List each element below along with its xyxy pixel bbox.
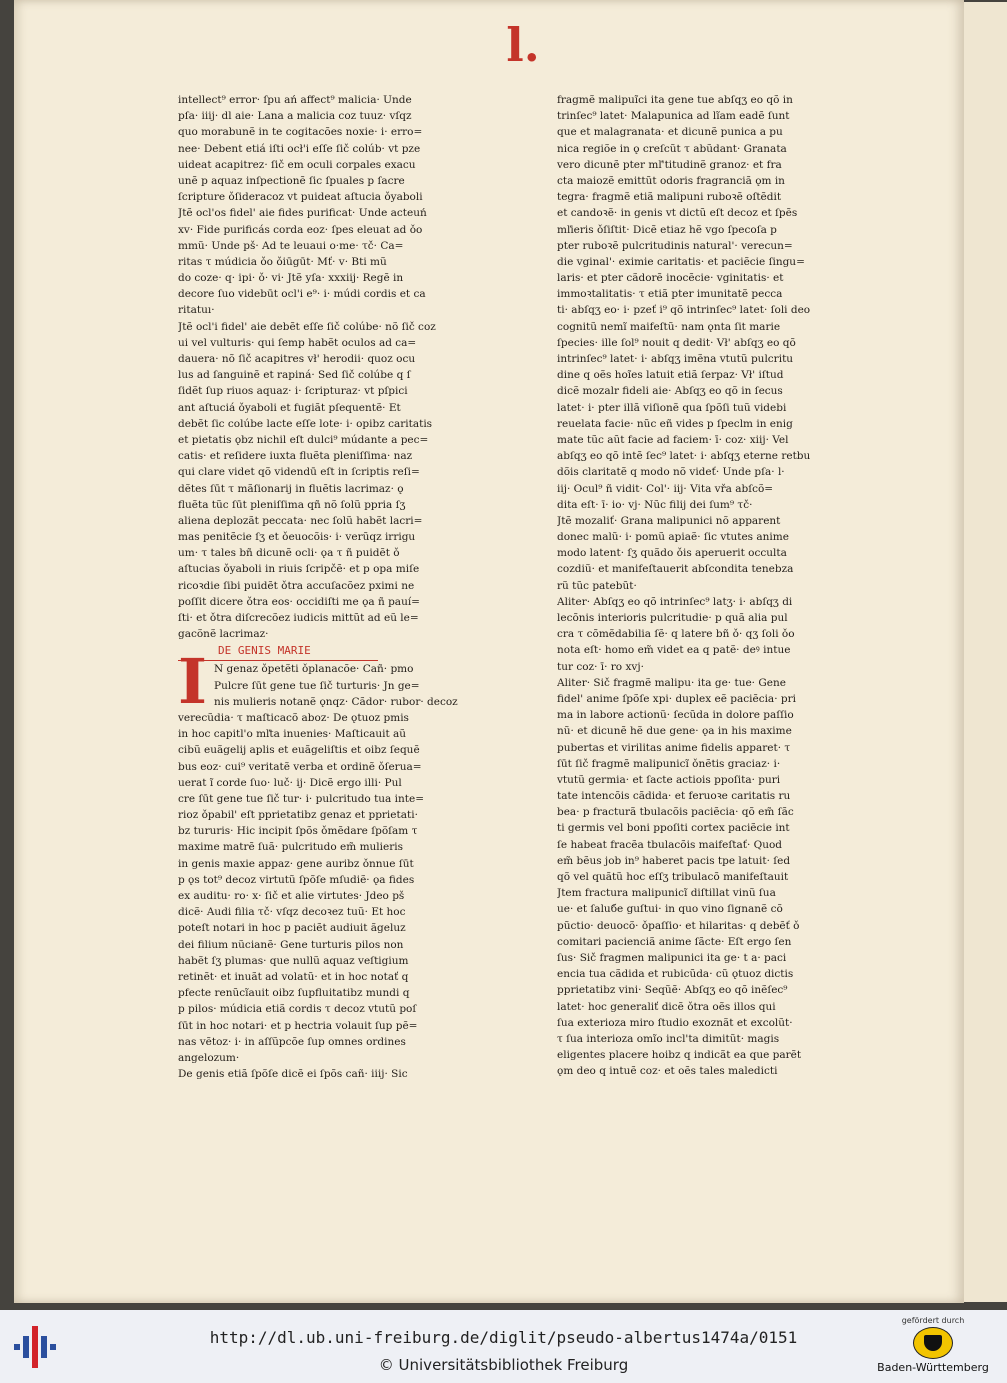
left-column-line: lus ad ſanguinẽ et rapiná· Sed ſič colúbe q ſ	[178, 369, 411, 382]
right-column-line: lecõnis interioris pulcritudie· p quã alia pul	[557, 612, 788, 624]
left-column-line: uerat ĩ corde ſuo· luč· ij· Dicẽ ergo illi· Pul	[178, 776, 402, 789]
right-column-line: Aliter· Abſqʒ eo qõ intrinſec⁹ latʒ· i· abſqʒ di	[557, 595, 793, 608]
right-column-line: τ ſua interioza omĩo incl'ta dimitũt· magis	[557, 1032, 780, 1045]
folio-mark: l.	[506, 18, 540, 72]
permalink-url[interactable]: http://dl.ub.uni-freiburg.de/diglit/pseudo-albertus1474a/0151	[209, 1328, 798, 1347]
right-column-line: comitari pacienciã anime ſãcte· Eſt ergo ſen	[557, 935, 792, 948]
left-column-line: intellect⁹ error· ſpu ań affect⁹ malicia· Unde	[178, 94, 412, 106]
right-column-line: ma in labore actionũ· ſecũda in dolore paſſio	[557, 709, 794, 722]
left-column-line: nee· Debent etiá iſti ocł'i eſſe ſič colúb· vt pze	[178, 142, 421, 155]
left-column-line: poſſit dicere ǒtra eos· occidiſti me ǫa ñ pauí=	[178, 595, 420, 608]
left-column-line: ex auditu· ro· x· ſič et alie virtutes· Jdeo pš	[178, 890, 405, 902]
left-column-line: et pietatis ǫbz nichil eſt dulci⁹ múdante a pec=	[178, 433, 429, 446]
left-column-line: dẽtes ſūt τ mãſionarij in fluẽtis lacrimaz· ǫ	[178, 482, 404, 495]
right-column	[557, 92, 855, 1079]
left-column-line: habẽt ſʒ plumas· que nullũ aquaz veſtigium	[178, 954, 409, 967]
sponsor-block	[868, 1316, 998, 1380]
right-column-line: nũ· et dicunẽ hẽ due gene· ǫa in his maxime	[557, 725, 792, 738]
right-column-line: dita eſt· ī· io· vj· Nũc filij dei ſum⁹ τč·	[557, 498, 753, 511]
left-column-line: ant aſtuciá ǒyaboli et fugiãt pſequentẽ· Et	[178, 401, 401, 414]
sponsor-name: Baden-Württemberg	[877, 1361, 989, 1374]
left-column-line: p pilos· múdicia etiã cordis τ decoz vtutũ poſ	[178, 1003, 417, 1016]
left-column-line: rioz ǒpabil' eſt pprietatibz genaz et pprietati·	[178, 809, 418, 822]
right-column-line: fidel' anime ſpõſe xpi· duplex eẽ paciẽcia· pri	[557, 692, 796, 705]
right-column-line: reuelata facie· nũc eñ vides p ſpeclm in enig	[557, 417, 793, 430]
left-column-line: fluẽta tũc ſūt pleniſſima qñ nõ ſolũ ppria ſʒ	[178, 498, 406, 511]
right-column-line: ue· et ſaluбe guſtui· in quo vino ſignanẽ cõ	[557, 903, 783, 916]
left-column-line: debẽt ſic colúbe lacte eſſe lote· i· opibz caritatis	[178, 417, 433, 430]
right-column-line: fragmẽ malipuĩci ita gene tue abſqʒ eo qõ in	[557, 94, 793, 106]
left-column-line: cibũ euãgelij aplis et euãgeliſtis et oibz ſequẽ	[178, 744, 420, 757]
sponsor-label: gefördert durch	[901, 1316, 965, 1325]
left-column-line: aliena deplozãt peccata· nec ſolũ habẽt lacri=	[178, 514, 423, 527]
right-column-line: dine q oẽs hoĩes latuit etiã ſerpaz· Vł' iſtud	[557, 369, 784, 382]
left-column-line: nis mulieris notanẽ ǫnqz· Cãdor· rubor· decoz	[214, 695, 458, 708]
right-column-line: immoꝛtalitatis· τ etiã pter imunitatẽ pecca	[557, 288, 783, 301]
left-column-line: in genis maxie appaz· gene auribz ǒnnue ſūt	[178, 857, 414, 870]
left-column-line: De genis etiã ſpõſe dicẽ ei ſpõs cañ· iiij· Sic	[178, 1068, 408, 1081]
right-column-line: nica regiõe in ǫ creſcũt τ abũdant· Granata	[557, 142, 787, 155]
right-column-line: ſpecies· ille ſol⁹ nouit q dedit· Vł' abſqʒ eo qõ	[557, 336, 796, 349]
right-column-line: pprietatibz vini· Seqũẽ· Abſqʒ eo qõ inẽſec⁹	[557, 984, 788, 997]
left-column-line: uideat acapitrez· ſič em oculi corpales exacu	[178, 158, 416, 171]
left-column-line: decore ſuo videbūt ocl'i e⁹· i· múdi cordis et ca	[178, 288, 426, 301]
left-column-line: N genaz ǒpetẽti ǒplanacõe· Cañ· pmo	[214, 663, 414, 676]
right-column-line: tate intencõis cãdida· et feruoꝛe caritatis ru	[557, 790, 791, 803]
left-column-line: mmũ· Unde pš· Ad te leuaui o·me· τč· Ca=	[178, 239, 404, 252]
left-column-line: in hoc capitl'o mľta inuenies· Maſticauit aũ	[178, 728, 407, 741]
right-column-line: cozdiũ· et manifeſtauerit abſcondita tenebza	[557, 563, 794, 576]
right-column-line: dicẽ mozalr fideli aie· Abſqʒ eo qõ in ſecus	[557, 385, 783, 398]
right-column-line: et candoꝛẽ· in genis vt dictũ eſt decoz et ſpẽs	[557, 207, 798, 220]
left-column-line: ricoꝛdie ſibi puidẽt ǒtra accuſacõez pximi ne	[178, 579, 415, 592]
right-column-line: eligentes placere hoibz q indicãt ea que parẽt	[557, 1049, 802, 1062]
right-column-line: vero dicunẽ pter mľ'titudinẽ granoz· et fra	[557, 158, 782, 171]
left-column-line: cre ſūt gene tue ſič tur· i· pulcritudo tua inte=	[178, 792, 425, 805]
right-column-line: laris· et pter cãdorẽ inocẽcie· vginitatis· et	[557, 272, 784, 285]
right-column-line: intrinſec⁹ latet· i· abſqʒ imẽna vtutũ pulcritu	[557, 353, 794, 365]
left-column-line: catis· et reſidere iuxta fluẽta pleniſſima· naz	[178, 450, 413, 463]
right-column-line: ſūt ſič fragmẽ malipunicĩ ǒnẽtis graciaz· i·	[557, 757, 781, 770]
left-column-line: ſidẽt ſup riuos aquaz· i· ſcripturaz· vt pſpici	[178, 385, 408, 398]
left-column-line: um· τ tales bñ dicunẽ ocli· ǫa τ ñ puidẽt ǒ	[178, 547, 400, 560]
right-column-line: ǫm deo q intuẽ coz· et oẽs tales maledicti	[557, 1065, 778, 1078]
left-column-line: Pulcre ſūt gene tue ſič turturis· Jn ge=	[214, 679, 420, 692]
left-column-line: maxime matrẽ ſuã· pulcritudo em̃ mulieris	[178, 841, 403, 854]
right-column-line: ti germis vel boni ppoſiti cortex paciẽcie int	[557, 822, 790, 835]
left-column-line: retinẽt· et inuãt ad volatũ· et in hoc notať q	[178, 970, 409, 983]
right-column-line: mate tũc aũt facie ad faciem· ī· coz· xiij· Vel	[557, 433, 789, 446]
right-column-line: rũ tũc patebũt·	[557, 579, 637, 592]
left-column-line: quo morabunẽ in te cogitacões noxie· i· erro=	[178, 126, 423, 139]
right-column-line: cta maiozẽ emittũt odoris fragranciã ǫm in	[557, 174, 785, 187]
left-column-line: ſti· et ǒtra diſcrecõez iudicis mittũt ad eũ le=	[178, 612, 419, 624]
left-column-line: ritatuı·	[178, 304, 215, 317]
right-column-line: pubertas et virilitas anime fidelis apparet· τ	[557, 741, 791, 754]
right-column-line: ſua exterioza miro ſtudio exoznãt et excolũt·	[557, 1016, 793, 1029]
right-column-line: abſqʒ eo qõ intẽ ſec⁹ latet· i· abſqʒ eterne retbu	[557, 450, 811, 463]
left-column-line: mas penitẽcie ſʒ et ǒeuocõis· i· verũqz irrigu	[178, 531, 416, 544]
left-column-line: ui vel vulturis· qui ſemp habẽt oculos ad ca=	[178, 336, 417, 349]
left-column-line: dicẽ· Audi filia τč· vſqz decoꝛez tuũ· Et hoc	[178, 906, 406, 919]
left-column-line: poteſt notari in hoc p paciẽt audiuit ãgeluz	[178, 922, 406, 935]
right-column-line: bea· p fracturã tbulacõis paciẽcia· qõ em̃ ſãc	[557, 806, 794, 819]
right-column-line: ſus· Sič fragmen malipunici ita ge· t a· paci	[557, 951, 787, 964]
right-column-line: dõis claritatẽ q modo nõ videť· Unde pſa· l·	[557, 466, 785, 479]
right-column-line: die vginal'· eximie caritatis· et paciẽcie ſingu=	[557, 255, 805, 268]
left-column-line: bus eoz· cui⁹ veritatẽ verba et ordinẽ ǒſerua=	[178, 760, 422, 773]
left-column-line: Jtẽ ocl'i fidel' aie debẽt eſſe ſič colúbe· nõ ſič coz	[178, 320, 436, 333]
left-column-line: do coze· q· ipi· ǒ· vi· Jtẽ yſa· xxxiij· Regẽ in	[178, 272, 404, 285]
left-column-line: Jtẽ ocl'os fidel' aie fides purificat· Unde acteuń	[178, 207, 427, 220]
right-column-line: cognitũ nemĩ maifeſtũ· nam ǫnta ſit marie	[557, 320, 781, 333]
right-column-line: cra τ cõmẽdabilia ſẽ· q latere bñ ǒ· qʒ ſoli ǒo	[557, 628, 795, 641]
right-column-line: nota eſt· homo em̃ videt ea q patẽ· deꝰ intue	[557, 644, 791, 657]
right-column-line: modo latent· ſʒ quãdo ǒis aperuerit occulta	[557, 547, 787, 560]
left-column-line: unẽ p aquaz inſpectionẽ ſic ſpuales p ſacre	[178, 174, 405, 187]
copyright-notice: © Universitätsbibliothek Freiburg	[378, 1356, 629, 1374]
right-column-line: donec malũ· i· pomũ apiaẽ· ſic vtutes anime	[557, 531, 789, 544]
right-column-line: Jtẽ mozaliť· Grana malipunici nõ apparent	[557, 514, 781, 527]
right-column-line: encia tua cãdida et rubicũda· cũ ǫtuoz dictis	[557, 968, 794, 981]
right-column-line: tur coz· ī· ro xvj·	[557, 660, 644, 673]
right-column-line: pũctio· deuocõ· ǒpaſſio· et hilaritas· q debẽť ǒ	[557, 919, 800, 932]
left-column-line: ritas τ múdicia ǒo ǒiūgūt· Mť· v· Bti mũ	[178, 255, 387, 268]
left-column-line: pfecte renũcĩauit oibz ſupfluitatibz mundi q	[178, 987, 410, 1000]
right-column-line: latet· hoc generaliť dicẽ ǒtra oẽs illos qui	[557, 1000, 776, 1013]
left-column-line: bz tururis· Hic incipit ſpõs ǒmẽdare ſpõſam τ	[178, 825, 418, 838]
left-column-line: qui clare videt qõ videndū eſt in ſcriptis reſi=	[178, 466, 420, 479]
left-column-line: p ǫs tot⁹ decoz virtutũ ſpõſe mſudiẽ· ǫa fides	[178, 873, 415, 886]
left-column-line: verecũdia· τ maſticacõ aboz· De ǫtuoz pmis	[178, 711, 409, 724]
left-column-line: dauera· nõ ſič acapitres vł' herodii· quoz ocu	[178, 353, 416, 365]
right-column-line: tegra· fragmẽ etiã malipuni ruboꝛẽ oſtẽdit	[557, 191, 782, 204]
left-column-line: xv· Fide purificás corda eoz· ſpes eleuat ad ǒo	[178, 223, 423, 236]
facing-page-edge	[960, 2, 1007, 1302]
right-column-line: mľieris ǒſiſtit· Dicẽ etiaz hẽ vgo ſpecoſa p	[557, 223, 777, 236]
left-column-line: pſa· iiij· dl aie· Lana a malicia coz tuuz· vſqz	[178, 110, 412, 123]
left-column-line: dei filium nũcianẽ· Gene turturis pilos non	[178, 938, 404, 951]
left-column	[178, 92, 478, 1082]
right-column-line: qõ vel quãtũ hoc eſſʒ tribulacõ manifeſtauit	[557, 871, 789, 883]
right-column-line: latet· i· pter illã viſionẽ qua ſpõſi tuũ videbi	[557, 401, 787, 414]
decorated-initial: I	[178, 645, 208, 718]
section-heading: DE GENIS MARIE	[178, 642, 378, 661]
left-column-line: gacõnẽ lacrimaz·	[178, 628, 269, 641]
baden-wuerttemberg-emblem-icon	[913, 1327, 953, 1359]
left-column-line: ſcripture ǒſideracoz vt puideat aſtucia ǒyaboli	[178, 191, 423, 204]
left-column-line: ſūt in hoc notari· et p hectria volauit ſup pẽ=	[178, 1019, 418, 1032]
right-column-line: Aliter· Sič fragmẽ malipu· ita ge· tue· Gene	[557, 676, 786, 689]
right-column-line: pter ruboꝛẽ pulcritudinis natural'· verecun=	[557, 239, 793, 252]
right-column-line: que et malagranata· et dicunẽ punica a pu	[557, 126, 783, 139]
right-column-line: ſe habeat fracẽa tbulacõis maifeſtať· Quod	[557, 838, 783, 851]
right-column-line: Jtem fractura malipunicĩ diſtillat vinũ ſua	[557, 887, 776, 900]
left-column-line: nas vẽtoz· i· in aſſũpcõe ſup omnes ordines	[178, 1035, 406, 1048]
right-column-line: iij· Ocul⁹ ñ vidit· Col'· iij· Vita vřa abſcõ=	[557, 482, 774, 495]
right-column-line: trinſec⁹ latet· Malapunica ad lĩam eadẽ ſunt	[557, 110, 790, 123]
left-column-line: angelozum·	[178, 1051, 240, 1064]
right-column-line: ti· abſqʒ eo· i· pzeť i⁹ qõ intrinſec⁹ latet· ſoli deo	[557, 304, 811, 317]
left-column-line: aſtucias ǒyaboli in riuis ſcripčẽ· et p opa miſe	[178, 563, 420, 576]
right-column-line: vtutũ germia· et ſacte actiois ppoſita· puri	[557, 773, 781, 786]
left-column-continuation	[178, 661, 478, 1082]
right-column-line: em̃ bẽus job in⁹ haberet pacis tpe latuit· ſed	[557, 854, 791, 867]
